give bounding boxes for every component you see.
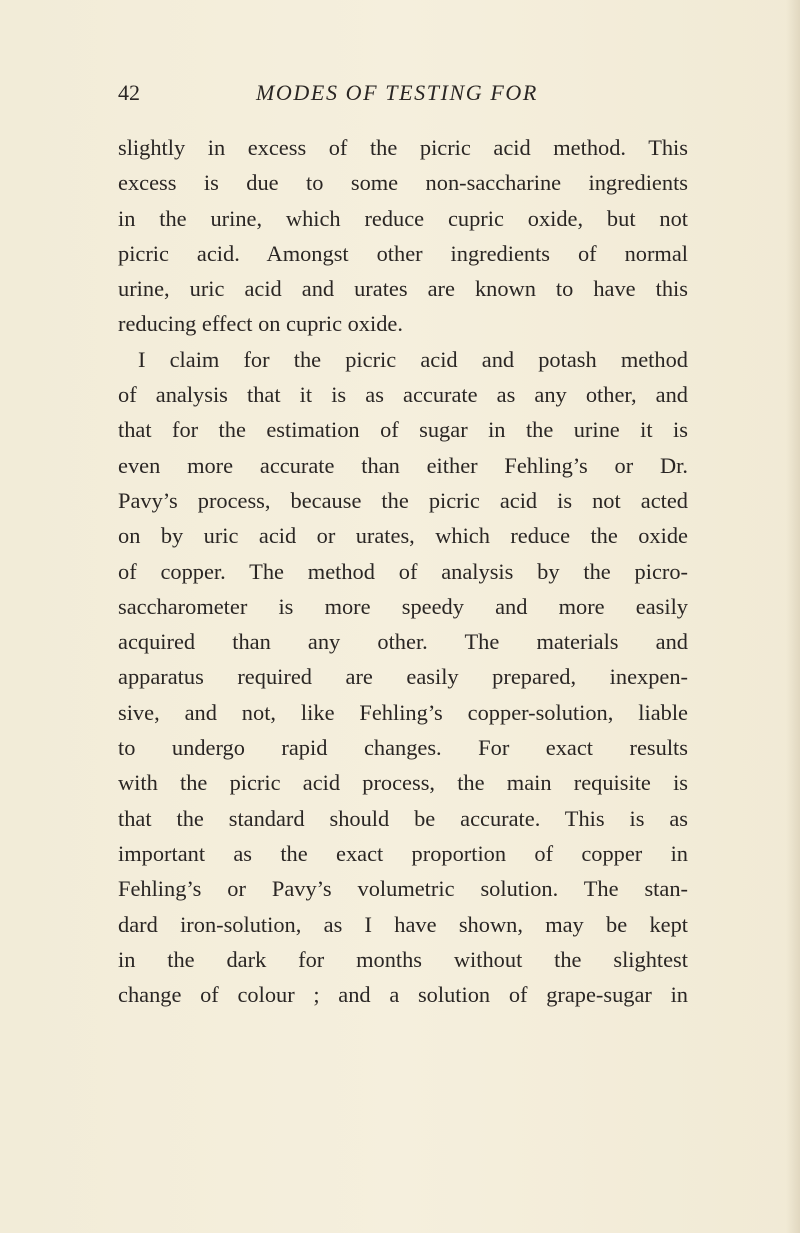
page-edge-shadow — [786, 0, 800, 1233]
text-line: that for the estimation of sugar in the urine it is — [118, 417, 688, 443]
text-line: on by uric acid or urates, which reduce the oxide — [118, 523, 688, 549]
text-line: change of colour ; and a solution of grape-sugar in — [118, 982, 688, 1008]
text-line: apparatus required are easily prepared, inexpen- — [118, 664, 688, 690]
text-line: dard iron-solution, as I have shown, may be kept — [118, 911, 688, 937]
text-line: of copper. The method of analysis by the picro- — [118, 558, 688, 584]
text-line: that the standard should be accurate. This is as — [118, 805, 688, 831]
body-text — [118, 130, 688, 1012]
text-line: with the picric acid process, the main requisite is — [118, 770, 688, 796]
text-line: of analysis that it is as accurate as any other, and — [118, 382, 688, 408]
page-header — [118, 78, 688, 108]
text-line: slightly in excess of the picric acid method. This — [118, 135, 688, 160]
text-line: excess is due to some non-saccharine ingredients — [118, 170, 688, 196]
text-line: I claim for the picric acid and potash method — [138, 346, 688, 372]
text-line: saccharometer is more speedy and more easily — [118, 593, 688, 619]
text-line: Pavy’s process, because the picric acid is not acted — [118, 487, 688, 513]
text-line: even more accurate than either Fehling’s or Dr. — [118, 452, 688, 478]
text-line: acquired than any other. The materials and — [118, 629, 688, 655]
text-line: urine, uric acid and urates are known to have this — [118, 276, 688, 302]
text-line: in the urine, which reduce cupric oxide, but not — [118, 205, 688, 231]
text-line: Fehling’s or Pavy’s volumetric solution. The stan- — [118, 876, 688, 902]
text-line: to undergo rapid changes. For exact results — [118, 735, 688, 761]
text-line: picric acid. Amongst other ingredients of normal — [118, 240, 688, 266]
text-line: in the dark for months without the slightest — [118, 946, 688, 972]
page-number: 42 — [118, 80, 140, 105]
text-line: sive, and not, like Fehling’s copper-solution, liable — [118, 699, 688, 725]
text-line: reducing effect on cupric oxide. — [118, 311, 403, 337]
text-line: important as the exact proportion of copper in — [118, 840, 688, 866]
running-head: MODES OF TESTING FOR — [256, 80, 538, 105]
